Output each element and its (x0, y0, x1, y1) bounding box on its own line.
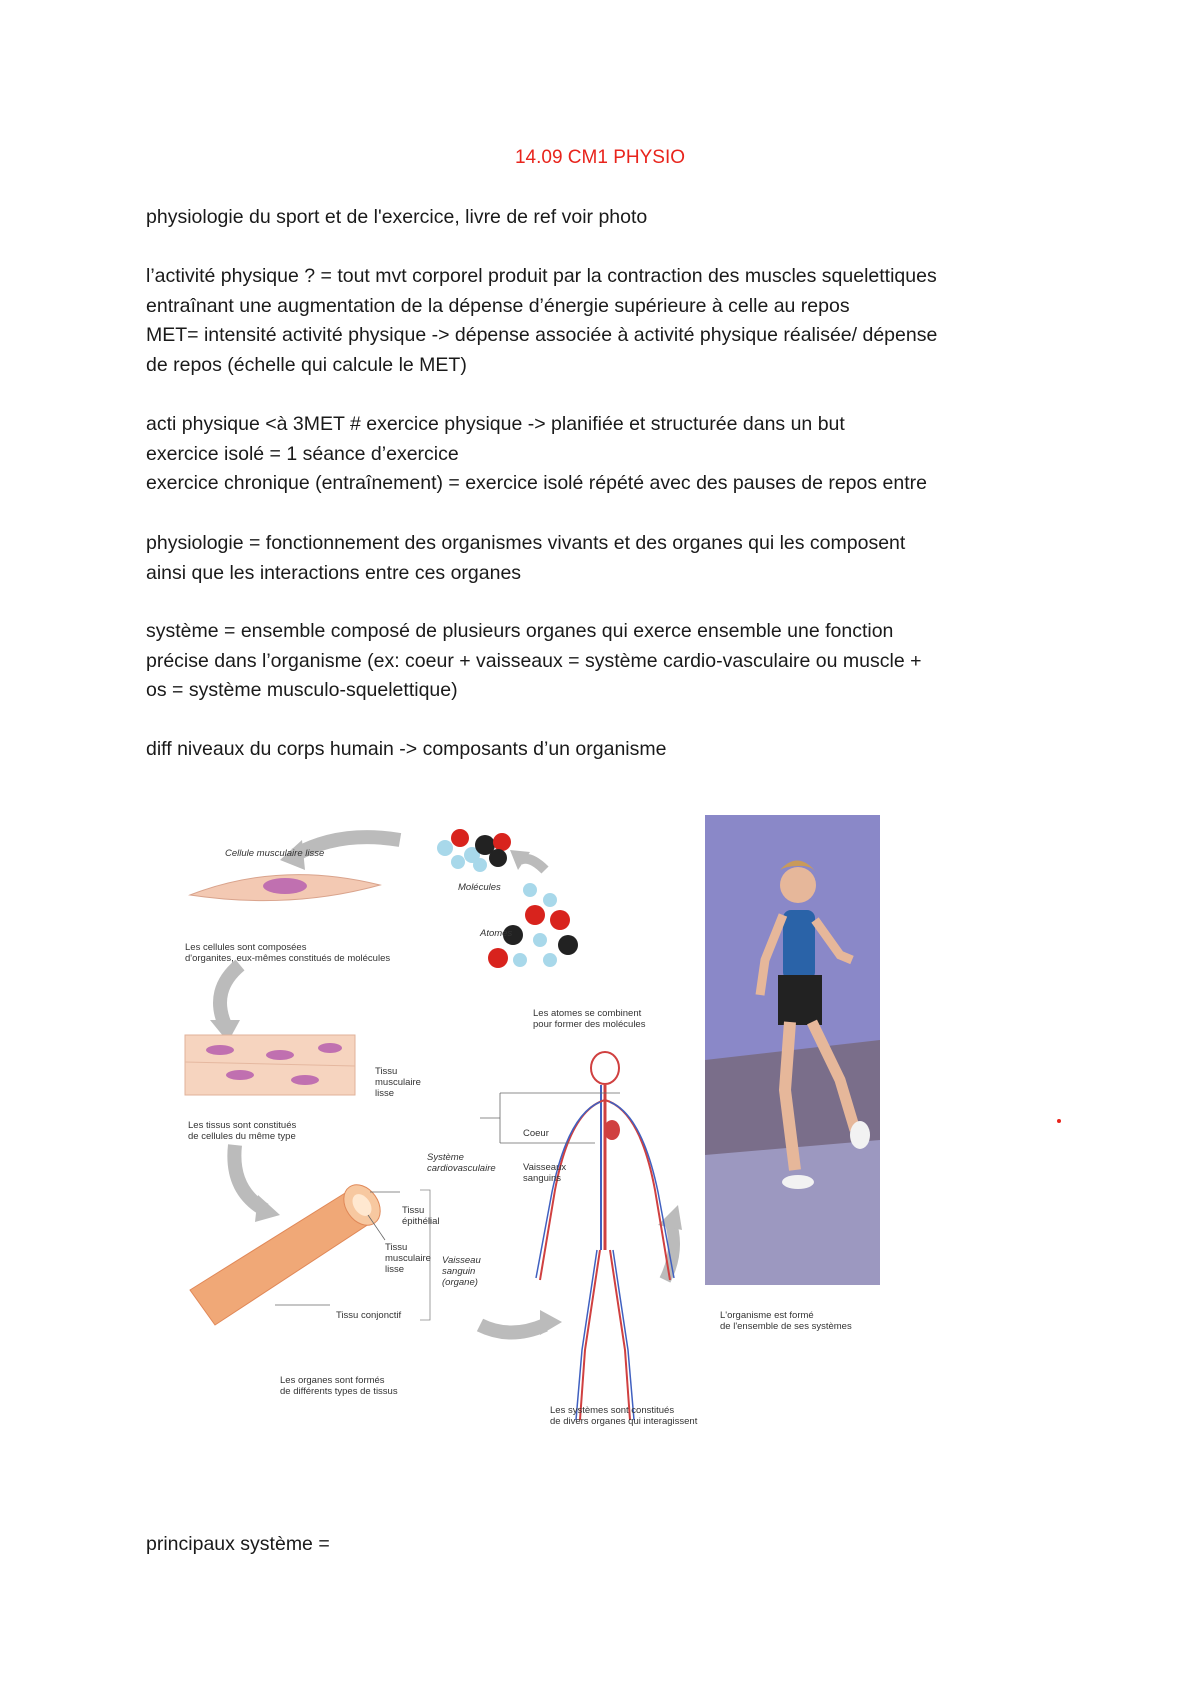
paragraph-levels (146, 735, 1076, 765)
text-line: os = système musculo-squelettique) (146, 679, 458, 701)
label-blood-vessels: Vaisseaux sanguins (523, 1162, 567, 1184)
label-connective-tissue: Tissu conjonctif (336, 1310, 402, 1321)
molecules-cluster (437, 829, 511, 872)
page-title: 14.09 CM1 PHYSIO (514, 147, 686, 168)
label-smooth-muscle-tissue: Tissu musculaire lisse (385, 1242, 431, 1275)
atoms-cluster (488, 883, 578, 968)
organization-levels-figure (180, 810, 880, 1450)
paragraph-physiology (146, 529, 1076, 588)
paragraph-main-systems (146, 1530, 1076, 1560)
label-blood-vessel-organ: Vaisseau sanguin (organe) (442, 1255, 481, 1288)
text-line: ainsi que les interactions entre ces organes (146, 561, 522, 584)
paragraph-exercise (146, 410, 1076, 499)
cardiovascular-body (480, 1052, 674, 1420)
label-smooth-muscle-cell: Cellule musculaire lisse (225, 848, 325, 859)
document-body (146, 203, 1076, 233)
text-line: exercice isolé = 1 séance d’exercice (146, 442, 459, 465)
label-muscle-tissue: Tissu musculaire lisse (375, 1066, 421, 1099)
curved-arrow-bottom (480, 1325, 545, 1333)
runner-photo (705, 815, 880, 1285)
caption-atoms: Les atomes se combinent pour former des molécules (533, 1008, 646, 1030)
text-line: système = ensemble composé de plusieurs organes qui exerce ensemble une fonction (146, 620, 894, 642)
paragraph-physical-activity (146, 262, 1076, 380)
caption-systems: Les systèmes sont constitués de divers organes qui interagissent (550, 1405, 698, 1427)
text-line: MET= intensité activité physique -> dépense associée à activité physique réalisée/ dépense (146, 324, 938, 346)
label-atoms: Atomes (480, 928, 513, 939)
label-molecules: Molécules (458, 882, 501, 893)
stray-red-dot (1057, 1119, 1061, 1123)
smooth-muscle-cell (190, 875, 380, 901)
paragraph-reference-book: physiologie du sport et de l'exercice, livre de ref voir photo (146, 206, 648, 228)
caption-organism: L'organisme est formé de l'ensemble de ses systèmes (720, 1310, 852, 1332)
text-line: précise dans l’organisme (ex: coeur + vaisseaux = système cardio-vasculaire ou muscle + (146, 649, 922, 672)
text-line: exercice chronique (entraînement) = exercice isolé répété avec des pauses de repos entre (146, 472, 927, 494)
arrowhead (540, 1310, 562, 1335)
text-line: physiologie = fonctionnement des organismes vivants et des organes qui les composent (146, 532, 906, 554)
arrowhead (255, 1195, 280, 1222)
label-heart: Coeur (523, 1128, 549, 1139)
curved-arrow-left-1 (220, 965, 240, 1025)
caption-organs: Les organes sont formés de différents types de tissus (280, 1375, 398, 1397)
text-line: principaux système = (146, 1533, 330, 1555)
text-line: de repos (échelle qui calcule le MET) (146, 353, 467, 376)
label-cardiovascular-system: Système cardiovasculaire (427, 1152, 496, 1174)
caption-tissues: Les tissus sont constitués de cellules du même type (188, 1120, 297, 1142)
text-line: acti physique <à 3MET # exercice physique -> planifiée et structurée dans un but (146, 413, 845, 435)
paragraph-system (146, 617, 1076, 706)
label-epithelial-tissue: Tissu épithélial (402, 1205, 440, 1227)
muscle-tissue (185, 1035, 355, 1095)
text-line: entraînant une augmentation de la dépense d’énergie supérieure à celle au repos (146, 294, 850, 317)
text-line: l’activité physique ? = tout mvt corporel produit par la contraction des muscles squelettiques (146, 265, 937, 287)
caption-cells: Les cellules sont composées d'organites, eux-mêmes constitués de molécules (185, 942, 391, 964)
text-line: diff niveaux du corps humain -> composants d’un organisme (146, 738, 667, 760)
